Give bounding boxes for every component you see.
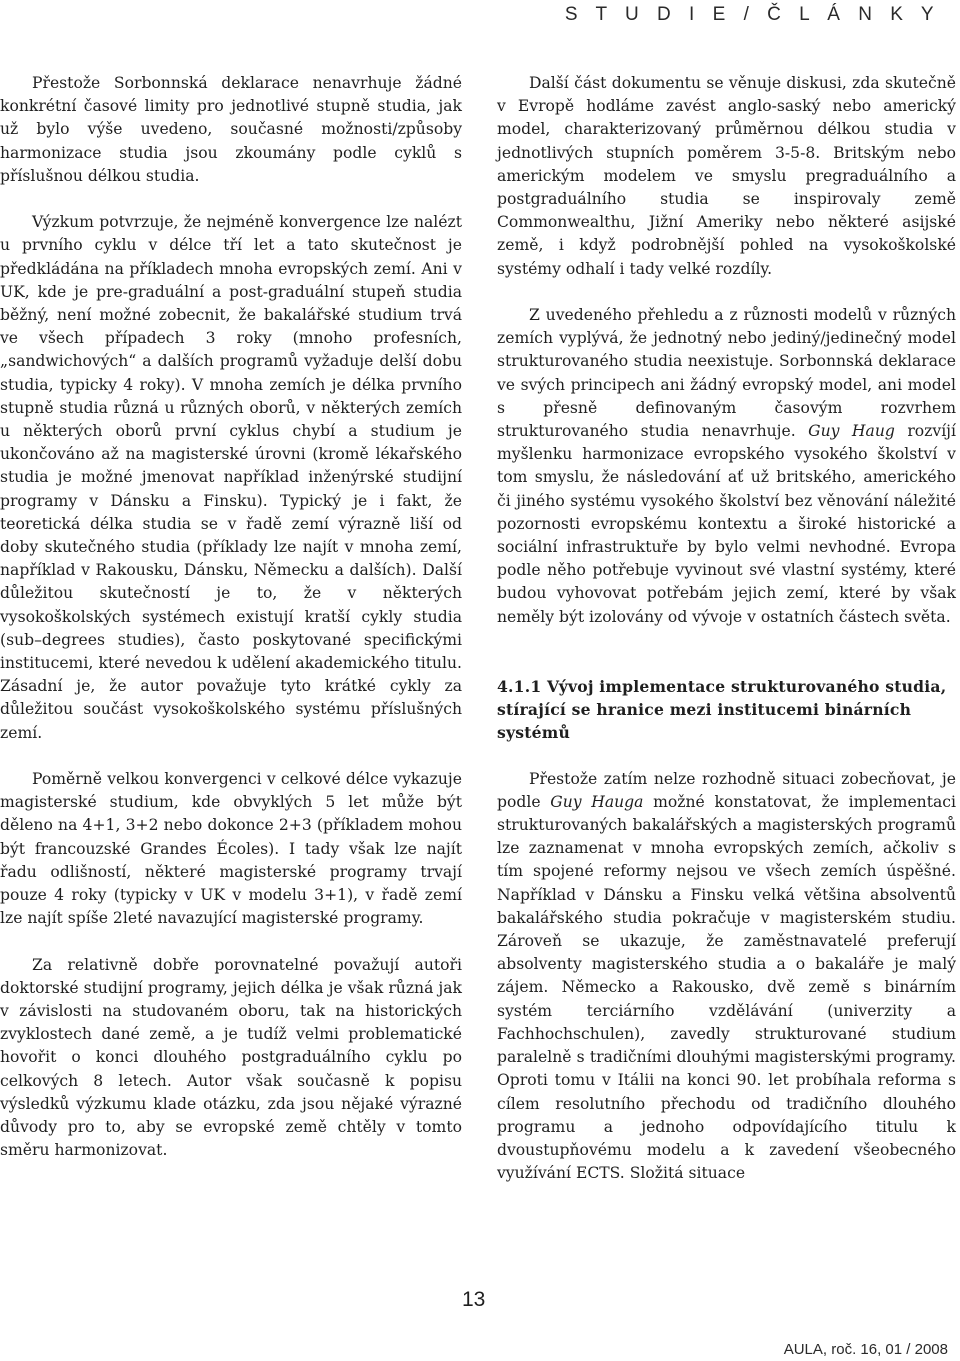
paragraph-text: Přestože zatím nelze rozhodně situaci zobecňovat, je podle (497, 769, 956, 811)
paragraph-text: Z uvedeného přehledu a z různosti modelů v různých zemích vyplývá, že jednotný nebo jediný/jedinečný model strukturovaného studia neexistuje. Sorbonnská deklarace ve svých principech ani žádný evropský model, ani model s přesně definovaným časovým rozvrhem strukturovaného studia nenavrhuje. (497, 306, 956, 441)
page-number: 13 (462, 1288, 486, 1311)
journal-footer: AULA, roč. 16, 01 / 2008 (783, 1341, 948, 1358)
section-heading: 4.1.1 Vývoj implementace strukturovaného studia, stírající se hranice mezi institucemi binárních systémů (497, 676, 947, 743)
section-header: S T U D I E / Č L Á N K Y (564, 4, 940, 25)
right-column (497, 72, 956, 1185)
paragraph: Poměrně velkou konvergenci v celkové délce vykazuje magisterské studium, kde obvyklých 5 let může být děleno na 4+1, 3+2 nebo dokonce 2+3 (příkladem mohou být francouzské Grandes Écoles). I tady však lze najít řadu odlišností, některé magisterské programy trvají pouze 4 roky (typicky v UK v modelu 3+1), v řadě zemí lze najít spíše 2leté navazující magisterské programy. (0, 770, 462, 928)
author-name: Guy Hauga (550, 792, 644, 811)
paragraph (497, 768, 956, 1186)
paragraph-text: možné konstatovat, že implementaci strukturovaných bakalářských a magisterských programů lze zaznamenat v mnoha evropských zemích, ačkoliv s tím spojené reformy nejsou ve všech zemích úspěšné. Například v Dánsku a Finsku velká většina absolventů bakalářského studia pokračuje v magisterském studiu. Zároveň se ukazuje, že zaměstnavatelé preferují absolventy magisterského studia a o bakaláře je malý zájem. Německo a Rakousko, dvě země s binárním systém terciárního vzdělávání (univerzity a Fachhochschulen), zavedly strukturované studium paralelně s tradičními dlouhými magisterskými programy. Oproti tomu v Itálii na konci 90. let probíhala reforma s cílem resolutního přechodu od tradičního dlouhého programu a jednoho odpovídajícího titulu k dvoustupňovému modelu a k zavedení všeobecného využívání ECTS. Složitá situace (497, 792, 956, 1183)
paragraph (497, 304, 956, 629)
paragraph: Výzkum potvrzuje, že nejméně konvergence lze nalézt u prvního cyklu v délce tří let a tato skutečnost je předkládána na příkladech mnoha evropských zemí. Ani v UK, kde je pre-graduální a post-graduální stupeň studia běžný, není možné zobecnit, že bakalářské studium trvá ve všech případech 3 roky (mnoho profesních, „sandwichových“ a dalších programů vyžaduje delší dobu studia, typicky 4 roky). V mnoha zemích je délka prvního stupně studia různá u různých oborů, v některých zemích u některých oborů první cyklus chybí a studium je ukončováno až na magisterské úrovni (kromě lékařského studia je možné jmenovat například inženýrské studijní programy v Dánsku a Finsku). Typický je i fakt, že teoretická délka studia se v řadě zemí výrazně liší od doby skutečného studia (příklady lze najít v mnoha zemí, například v Rakousku, Dánsku, Německu a dalších). Další důležitou skutečností je to, že v některých vysokoškolských systémech existují kratší cykly studia (sub–degrees studies), často poskytované specifickými institucemi, které nevedou k udělení akademického titulu. Zásadní je, že autor považuje tyto krátké cykly za důležitou součást vysokoškolského systému příslušných zemí. (0, 213, 462, 742)
paragraph: Přestože Sorbonnská deklarace nenavrhuje žádné konkrétní časové limity pro jednotlivé stupně studia, jak už bylo výše uvedeno, současné možnosti/způsoby harmonizace studia jsou zkoumány podle cyklů s příslušnou délkou studia. (0, 74, 462, 185)
left-column (0, 72, 462, 1163)
paragraph: Za relativně dobře porovnatelné považují autoři doktorské studijní programy, jejich délka je však různá jak v závislosti na studovaném oboru, tak na historických zvyklostech dané země, a je tudíž velmi problematické hovořit o konci dlouhého postgraduálního cyklu po celkových 8 letech. Autor však současně k popisu výsledků výzkumu klade otázku, zda jsou nějaké výrazné důvody pro to, aby se evropské země chtěly v tomto směru harmonizovat. (0, 955, 462, 1160)
paragraph: Další část dokumentu se věnuje diskusi, zda skutečně v Evropě hodláme zavést anglo-saský nebo americký model, charakterizovaný průměrnou délkou studia v jednotlivých stupních poměrem 3-5-8. Britským nebo americkým modelem ve smyslu pregraduálního a postgraduálního studia se inspirovaly země Commonwealthu, Jižní Ameriky nebo některé asijské země, i když podrobnější pohled na vysokoškolské systémy odhalí i tady velké rozdíly. (497, 74, 956, 278)
paragraph-text: rozvíjí myšlenku harmonizace evropského vysokého školství v tom smyslu, že následování ať už britského, amerického či jiného systému vysokého školství bez věnování náležité pozornosti evropskému kontextu a široké historické a sociální infrastruktuře by bylo velmi nevhodné. Evropa podle něho potřebuje vyvinout své vlastní systémy, které budou vyhovovat potřebám jejich zemí, které by však neměly být izolovány od vývoje v ostatních částech světa. (497, 422, 957, 626)
author-name: Guy Haug (808, 422, 895, 441)
